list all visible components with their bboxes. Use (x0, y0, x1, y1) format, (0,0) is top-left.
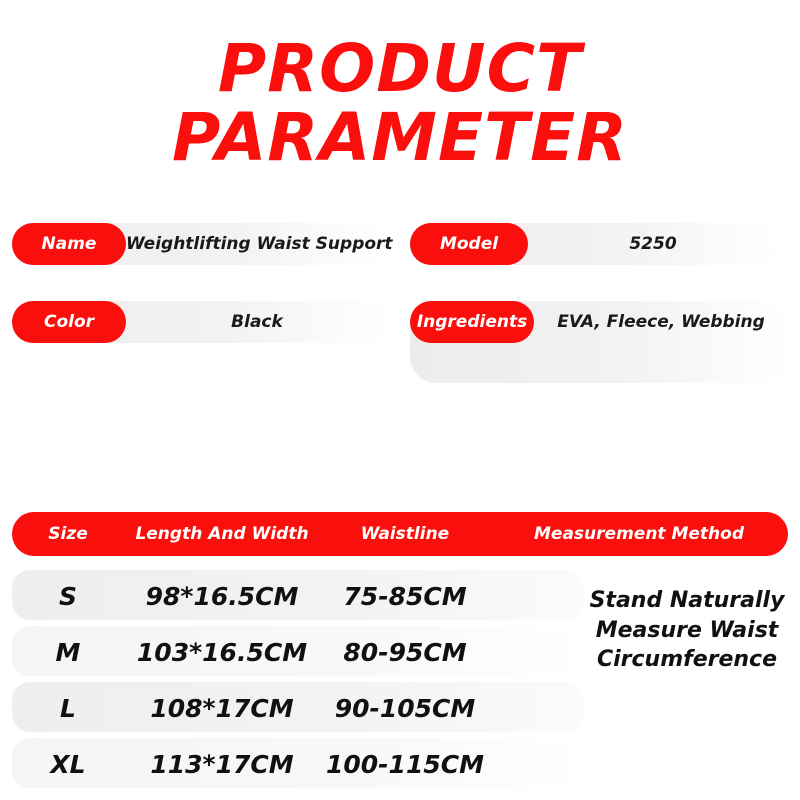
size-table-body (12, 568, 788, 792)
table-row (12, 736, 788, 792)
cell-size: M (55, 637, 81, 667)
table-row (12, 680, 788, 736)
title-line-1: PRODUCT (217, 30, 583, 107)
size-table (12, 512, 788, 792)
cell-size: L (60, 693, 76, 723)
spec-value-name: Weightlifting Waist Support (126, 234, 393, 255)
cell-size: XL (50, 749, 86, 779)
spec-label-color: Color (12, 301, 126, 343)
header-length-and-width: Length And Width (135, 524, 309, 544)
cell-length-width: 103*16.5CM (136, 637, 308, 667)
method-line-1: Stand Naturally (589, 588, 785, 613)
spec-label-name: Name (12, 223, 126, 265)
cell-length-width: 98*16.5CM (145, 581, 299, 611)
cell-waistline: 100-115CM (326, 749, 484, 779)
page-title (0, 0, 800, 176)
spec-list (0, 223, 800, 413)
cell-waistline: 80-95CM (343, 637, 467, 667)
spec-value-ingredients: EVA, Fleece, Webbing (557, 312, 765, 333)
header-measurement-method: Measurement Method (534, 524, 744, 544)
header-size: Size (48, 524, 88, 544)
cell-measurement-method (586, 586, 788, 675)
spec-label-ingredients: Ingredients (410, 301, 534, 343)
cell-size: S (58, 581, 77, 611)
cell-length-width: 113*17CM (150, 749, 294, 779)
spec-value-model: 5250 (629, 234, 677, 255)
size-table-header-row (12, 512, 788, 556)
spec-label-model: Model (410, 223, 528, 265)
method-line-3: Circumference (596, 647, 778, 673)
spec-value-color: Black (231, 312, 283, 333)
cell-waistline: 75-85CM (343, 581, 467, 611)
cell-length-width: 108*17CM (150, 693, 294, 723)
cell-waistline: 90-105CM (334, 693, 476, 723)
header-waistline: Waistline (360, 524, 450, 544)
title-line-2: PARAMETER (172, 98, 628, 176)
method-line-2: Measure Waist (595, 617, 779, 643)
